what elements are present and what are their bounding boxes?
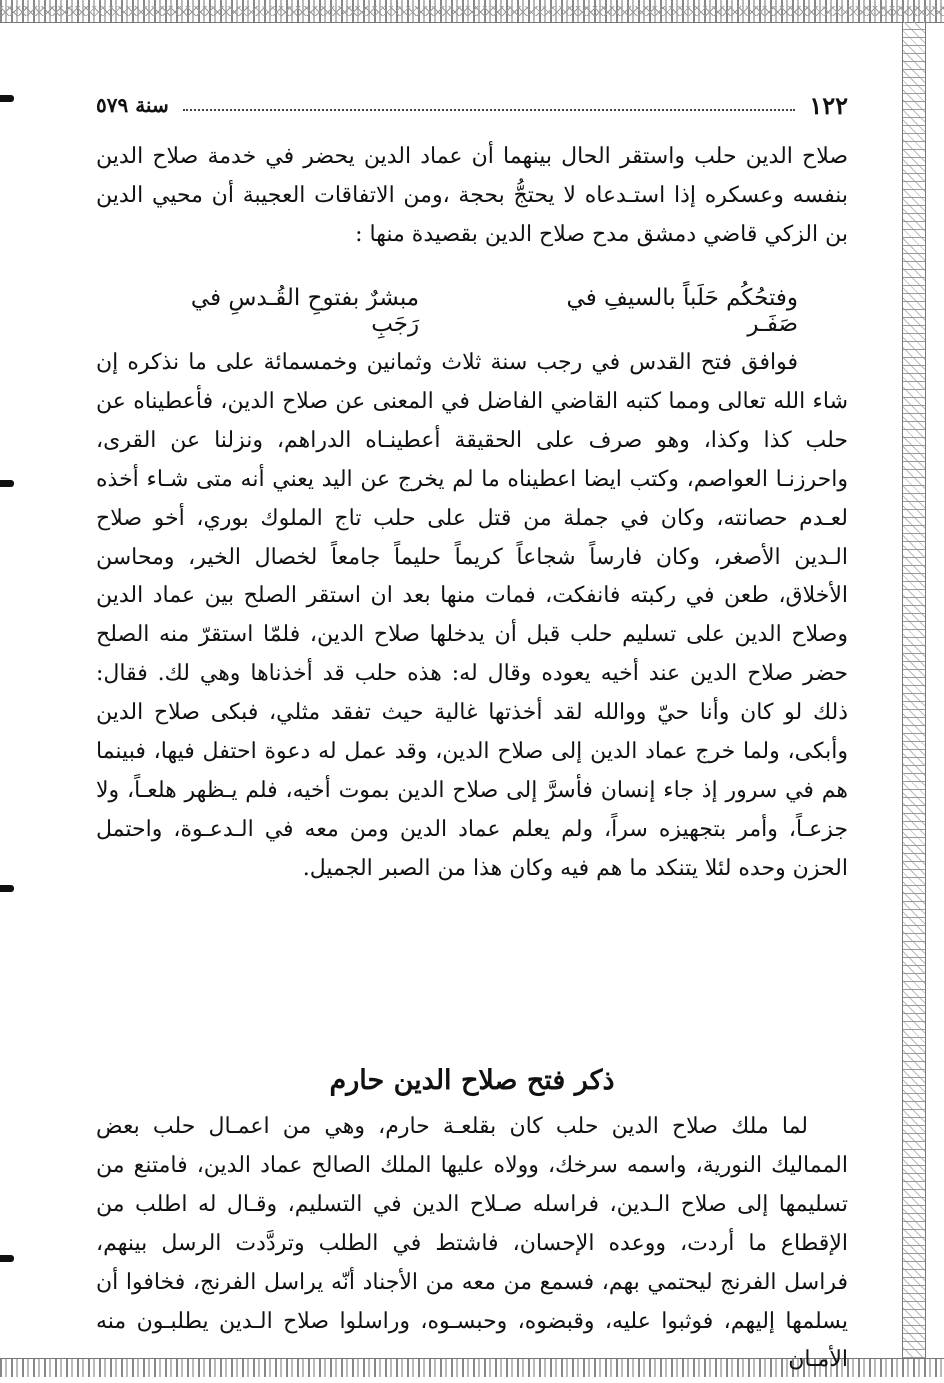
year-label: سنة ٥٧٩ — [96, 93, 169, 117]
right-ornamental-border — [902, 22, 926, 1358]
section-title: ذكر فتح صلاح الدين حارم — [329, 1065, 615, 1096]
running-header — [96, 88, 848, 122]
paragraph-2: فوافق فتح القدس في رجب سنة ثلاث وثمانين وخمسمائة على ما نذكره إن شاء الله تعالى ومما كتبه القاضي الفاضل في المعنى عن صلاح الدين، فأعطيناه عن حلب كذا وكذا، وهو صرف على الحقيقة أعطينـاه الدراهم، ونزلنا عن القرى، واحرزنـا العواصم، وكتب ايضا اعطيناه ما لم يخرج عن اليد يعني أنه متى شـاء أخذه لعـدم حصانته، وكان في جملة من قتل على حلب تاج الملوك بوري، أخو صلاح الـدين الأصغر، وكان فارساً شجاعاً كريماً حليماً جامعاً لخصال الخير، ومحاسن الأخلاق، طعن في ركبته فانفكت، فمات منها بعد ان استقر الصلح بين عماد الدين وصلاح الدين على تسليم حلب قبل أن يدخلها صلاح الدين، فلمّا استقرّ منه الصلح حضر صلاح الدين عند أخيه يعوده وقال له: هذه حلب قد أخذناها وهي لك. فقال: ذلك لو كان وأنا حيّ ووالله لقد أخذتها غالية حيث تفقد مثلي، فبكى صلاح الدين وأبكى، ولما خرج عماد الدين إلى صلاح الدين، وقد عمل له دعوة احتفل فيها، فبينما هم في سرور إذ جاء إنسان فأسرَّ إلى صلاح الدين بموت أخيه، فلم يـظهر هلعـاً، ولا جزعـاً، وأمر بتجهيزه سراً، ولم يعلم عماد الدين ومن معه في الـدعـوة، واحتمل الحزن وحده لئلا يتنكد ما هم فيه وكان هذا من الصبر الجميل. — [96, 350, 848, 881]
verse-hemistich-2: مبشرٌ بفتوحِ القُـدسِ في رَجَبِ — [190, 285, 420, 337]
top-ornamental-border — [0, 0, 944, 23]
poem-verse — [96, 285, 848, 337]
verse-hemistich-1: وفتحُكُم حَلَباً بالسيفِ في صَفَـر — [566, 285, 798, 337]
paragraph-1: صلاح الدين حلب واستقر الحال بينهما أن عماد الدين يحضر في خدمة صلاح الدين بنفسه وعسكره إذا استـدعاه لا يحتجُّ بحجة ،ومن الاتفاقات العجيبة أن محيي الدين بن الزكي قاضي دمشق مدح صلاح الدين بقصيدة منها : — [96, 144, 848, 247]
paragraph-3: لما ملك صلاح الدين حلب كان بقلعـة حارم، وهي من اعمـال حلب بعض المماليك النورية، واسمه سرخك، وولاه عليها الملك الصالح عماد الدين، فامتنع من تسليمها إلى صلاح الـدين، فراسله صـلاح الدين في التسليم، وقـال له اطلب من الإقطاع ما أردت، ووعده الإحسان، فاشتط في الطلب وتردَّدت الرسل بينهم، فراسل الفرنج ليحتمي بهم، فسمع من معه من الأجناد أنّه يراسل الفرنج، فخافوا أن يسلمها إليهم، فوثبوا عليه، وقبضوه، وحبسـوه، وراسلوا صلاح الـدين يطلبـون منه الأمـان — [96, 1114, 848, 1373]
book-page — [96, 80, 848, 1373]
page-number: ١٢٢ — [809, 90, 848, 120]
edge-mark — [0, 885, 14, 892]
edge-mark — [0, 480, 14, 487]
header-dotted-rule — [183, 109, 796, 111]
edge-mark — [0, 1255, 14, 1262]
edge-mark — [0, 95, 14, 102]
